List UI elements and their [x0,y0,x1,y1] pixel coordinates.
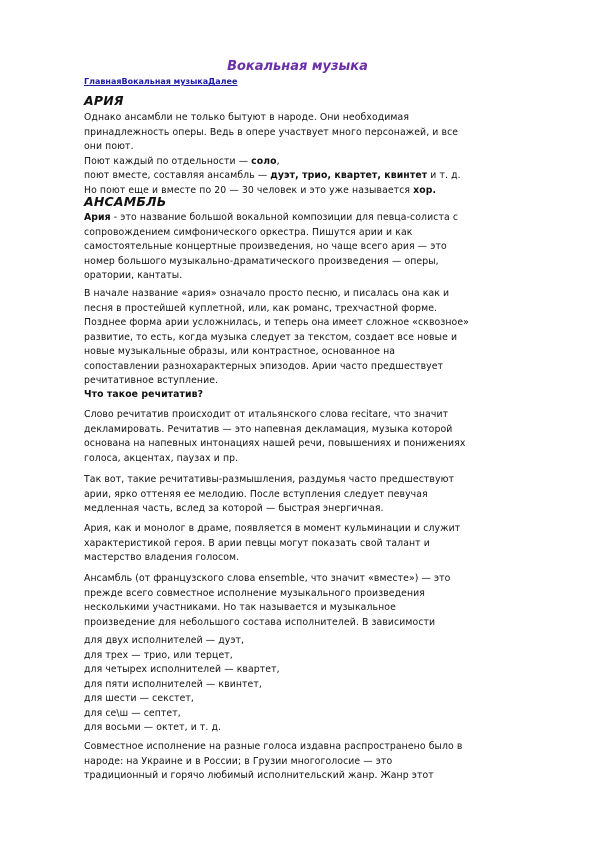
heading-ensemble: АНСАМБЛЬ [84,194,167,209]
list-item: для восьми — октет, и т. д. [84,722,222,733]
text-line: Совместное исполнение на разные голоса издавна распространено было в [84,741,463,752]
text-line: несколькими участниками. Но так называется и музыкальное [84,602,396,613]
text-line: оратории, кантаты. [84,270,183,281]
text-line: Ансамбль (от французского слова ensemble, что значит «вместе») — это [84,573,451,584]
bold-term: Ария [84,212,111,223]
list-item: для трех — трио, или терцет, [84,649,233,661]
text-line: Позднее форма арии усложнилась, и теперь она имеет сложное «сквозное» [84,317,469,328]
list-item: для двух исполнителей — дуэт, [84,635,245,646]
list-item: для шести — секстет, [84,693,194,704]
text-line: характеристикой героя. В арии певцы могут показать свой талант и [84,537,430,549]
text-line: самостоятельные концертные произведения, но чаще всего ария — это [84,241,447,252]
paragraph-aria-definition [84,211,524,284]
bold-term: хор. [413,184,437,196]
breadcrumb-link-vocal-music[interactable]: Вокальная музыка [121,77,209,86]
text-span: Но поют еще и вместе по 20 — 30 человек и это уже называется [84,184,414,196]
text-line: В начале название «ария» означало просто песню, и писалась она как и [84,288,450,299]
text-line: медленная часть, вслед за которой — быстрая энергичная. [84,503,384,514]
bold-term: дуэт, трио, квартет, квинтет [270,170,428,181]
text-line [84,211,524,226]
text-line: основана на напевных интонациях нашей речи, повышениях и понижениях [84,438,466,449]
text-span: и т. д. [427,170,461,181]
text-span: поют вместе, составляя ансамбль — [84,170,271,181]
text-line: песня в простейшей куплетной, или, как романс, трехчастной форме. [84,302,438,314]
text-line: традиционный и горячо любимый исполнительский жанр. Жанр этот [84,770,434,781]
text-line: Ария, как и монолог в драме, появляется в момент кульминации и служит [84,523,461,534]
paragraph-monologue [84,522,524,566]
text-line: сопровождением симфонического оркестра. Пишутся арии и как [84,226,413,238]
text-line: прежде всего совместное исполнение музыкального произведения [84,587,425,599]
breadcrumb-link-home[interactable]: Главная [84,77,122,86]
text-line [84,169,524,184]
breadcrumb-link-next[interactable]: Далее [208,77,238,86]
text-line: номер большого музыкально-драматического произведения — оперы, [84,255,439,267]
text-line: мастерство владения голосом. [84,552,240,563]
text-line: принадлежность оперы. Ведь в опере участвует много персонажей, и все [84,126,459,138]
list-item: для четырех исполнителей — квартет, [84,664,280,675]
ensemble-list [84,634,524,736]
page-title: Вокальная музыка [227,59,368,74]
paragraph-ensemble [84,572,524,630]
text-line: они поют. [84,141,134,152]
text-line: арии, ярко оттеняя ее мелодию. После вступления следует певучая [84,488,428,500]
paragraph-recitative [84,408,524,466]
text-line: Слово речитатив происходит от итальянского слова recitare, что значит [84,409,449,420]
text-span: , [276,155,280,167]
text-line: сопоставлении разнохарактерных эпизодов. Арии часто предшествует [84,360,444,372]
list-item: для се\ш — септет, [84,707,181,719]
text-span: Поют каждый по отдельности — [84,155,252,167]
text-line: произведение для небольшого состава исполнителей. В зависимости [84,616,436,628]
text-line: декламировать. Речитатив — это напевная декламация, музыка которой [84,423,453,435]
bold-term: соло [251,155,277,167]
text-span: - это название большой вокальной композиции для певца-солиста с [110,212,459,223]
text-line [84,155,524,170]
text-line: новые музыкальные образы, или контрастное, основанное на [84,346,396,357]
paragraph-reflection [84,473,524,517]
text-line: народе: на Украине и в России; в Грузии многоголосие — это [84,755,393,767]
text-line: Однако ансамбли не только бытуют в народе. Они необходимая [84,112,410,123]
text-line: развитие, то есть, когда музыка следует за текстом, создает все новые и [84,331,458,343]
heading-aria: АРИЯ [84,93,124,108]
intro-paragraph [84,111,524,198]
text-line: голоса, акцентах, паузах и пр. [84,452,239,464]
breadcrumb [84,77,237,86]
list-item: для пяти исполнителей — квинтет, [84,678,262,690]
paragraph-folk [84,740,524,784]
subheading-recitative: Что такое речитатив? [84,389,204,400]
text-line: Так вот, такие речитативы-размышления, раздумья часто предшествуют [84,474,455,485]
text-line: речитативное вступление. [84,375,219,386]
paragraph-aria-history [84,287,524,389]
